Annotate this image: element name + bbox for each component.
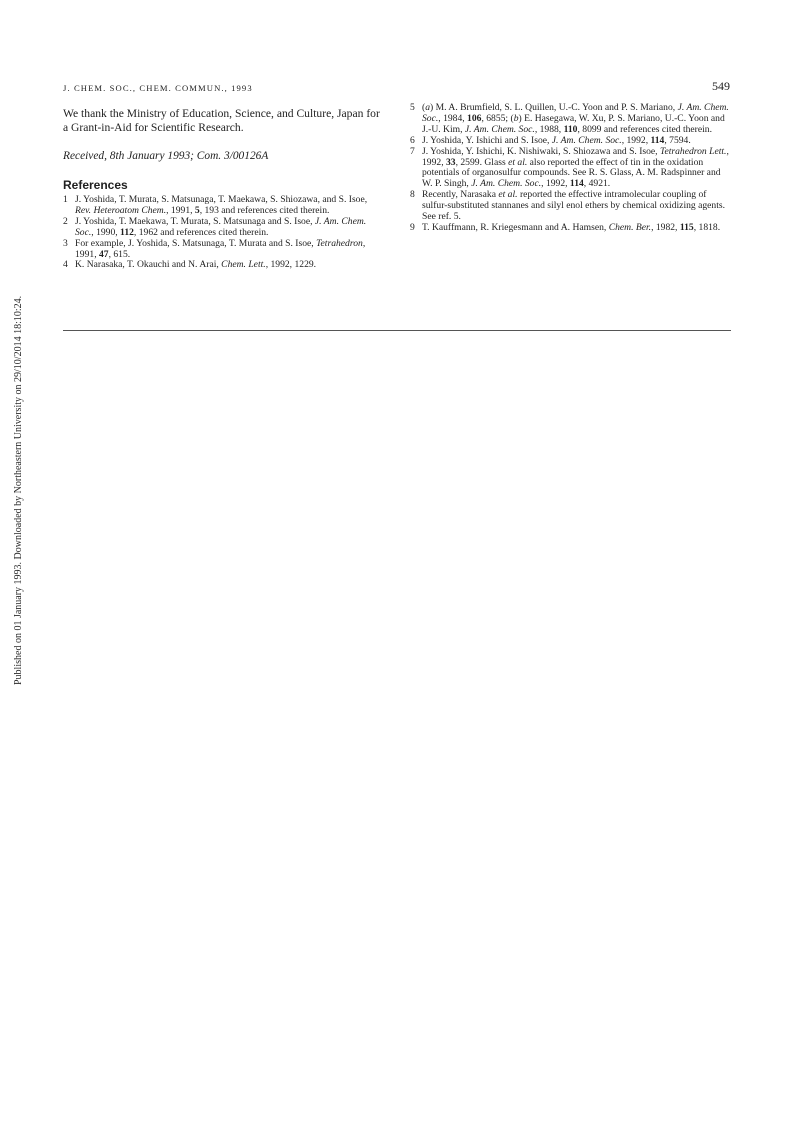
reference-pages: , 8099 and references cited therein. (577, 123, 712, 135)
reference-part-label: a (425, 102, 430, 113)
reference-number: 6 (410, 134, 415, 146)
reference-number: 4 (63, 259, 68, 271)
reference-volume: 112 (120, 226, 134, 238)
reference-number: 8 (410, 189, 415, 201)
reference-journal: J. Am. Chem. Soc. (422, 102, 729, 124)
reference-journal: J. Am. Chem. Soc. (551, 134, 622, 146)
reference-journal: J. Am. Chem. Soc. (471, 178, 542, 190)
reference-pages: , 1818. (693, 221, 721, 233)
reference-authors: ) E. Hasegawa, W. Xu, P. S. Mariano, U.-C. Yoon and J.-U. Kim, (422, 112, 725, 135)
reference-authors: J. Yoshida, T. Maekawa, T. Murata, S. Matsunaga and S. Isoe, (75, 215, 315, 227)
reference-volume: 115 (679, 221, 694, 233)
reference-year: , 1990, (91, 226, 121, 238)
reference-7 (410, 147, 730, 191)
reference-journal: Tetrahedron (316, 237, 363, 249)
reference-etal: et al. (508, 156, 528, 168)
reference-etal: et al. (498, 189, 518, 201)
reference-journal: Chem. Lett. (221, 259, 266, 271)
reference-authors: For example, J. Yoshida, S. Matsunaga, T. Murata and S. Isoe, (75, 237, 317, 249)
reference-pages: , 615. (108, 248, 131, 260)
section-divider (63, 330, 731, 331)
reference-volume: 110 (563, 123, 578, 135)
reference-5 (410, 103, 730, 136)
reference-volume: 114 (650, 134, 665, 146)
reference-journal: J. Am. Chem. Soc. (75, 215, 367, 238)
download-stamp: Published on 01 January 1993. Downloaded by Northeastern University on 29/10/2014 18:10:24. (13, 295, 24, 685)
reference-4 (63, 260, 385, 271)
reference-number: 3 (63, 237, 68, 249)
reference-text: reported the effective intramolecular coupling of sulfur-substituted stannanes and silyl enol ethers by chemical oxidizing agents. See ref. 5. (422, 189, 726, 223)
reference-text: also reported the effect of tin in the oxidation potentials of organosulfur compounds. See R. S. Glass, A. M. Radspinner and W. P. Singh, (422, 156, 721, 190)
reference-year-pages: , 1992, 1229. (265, 259, 317, 271)
running-header-journal: J. CHEM. SOC., CHEM. COMMUN., 1993 (63, 83, 253, 93)
reference-9 (410, 223, 730, 234)
reference-text: Recently, Narasaka (422, 189, 499, 201)
received-line: Received, 8th January 1993; Com. 3/00126A (63, 150, 269, 162)
reference-authors: ) M. A. Brumfield, S. L. Quillen, U.-C. Yoon and P. S. Mariano, (430, 102, 678, 113)
reference-authors: J. Yoshida, Y. Ishichi and S. Isoe, (422, 134, 552, 146)
reference-journal: Chem. Ber. (608, 221, 652, 233)
reference-authors: J. Yoshida, Y. Ishichi, K. Nishiwaki, S. Shiozawa and S. Isoe, (422, 145, 660, 157)
reference-8 (410, 190, 730, 223)
left-column (63, 107, 385, 271)
reference-pages: , 1962 and references cited therein. (133, 226, 269, 238)
reference-year: , 1992, (621, 134, 651, 146)
reference-text: , 2599. Glass (455, 156, 509, 168)
reference-journal: Tetrahedron Lett. (659, 145, 727, 157)
reference-year: , 1984, (438, 112, 468, 124)
reference-number: 5 (410, 102, 415, 113)
reference-year: , 1992, (541, 178, 570, 190)
reference-part-label: b (513, 112, 519, 124)
reference-volume: 33 (445, 156, 456, 168)
reference-1 (63, 195, 385, 217)
reference-year: , 1991, (166, 204, 195, 216)
reference-pages: , 4921. (583, 178, 611, 190)
right-column (410, 103, 730, 234)
reference-journal: Rev. Heteroatom Chem. (75, 204, 167, 216)
reference-number: 1 (63, 194, 68, 205)
reference-pages: , 7594. (664, 134, 691, 146)
reference-part-open: ( (422, 102, 426, 113)
acknowledgement: We thank the Ministry of Education, Science, and Culture, Japan for a Grant-in-Aid for Scientific Research. (63, 107, 380, 134)
reference-volume: 114 (569, 178, 584, 190)
reference-year: , 1988, (534, 123, 564, 135)
reference-year: , 1992, (422, 145, 729, 168)
reference-number: 7 (410, 145, 415, 157)
reference-number: 2 (63, 215, 68, 227)
page-number: 549 (712, 79, 730, 93)
reference-year: , 1991, (75, 237, 366, 260)
reference-volume: 47 (98, 248, 109, 260)
references-heading: References (63, 178, 128, 192)
reference-volume: 106 (467, 112, 482, 124)
reference-journal: J. Am. Chem. Soc. (464, 123, 535, 135)
reference-pages: , 6855; ( (481, 112, 514, 124)
reference-authors: J. Yoshida, T. Murata, S. Matsunaga, T. Maekawa, S. Shiozawa, and S. Isoe, (75, 194, 368, 205)
reference-year: , 1982, (651, 221, 680, 233)
reference-authors: K. Narasaka, T. Okauchi and N. Arai, (75, 259, 222, 271)
reference-number: 9 (410, 221, 415, 233)
reference-pages: , 193 and references cited therein. (199, 204, 330, 216)
reference-3 (63, 239, 385, 261)
reference-volume: 5 (194, 204, 200, 216)
reference-2 (63, 217, 385, 239)
reference-authors: T. Kauffmann, R. Kriegesmann and A. Hamsen, (422, 221, 609, 233)
